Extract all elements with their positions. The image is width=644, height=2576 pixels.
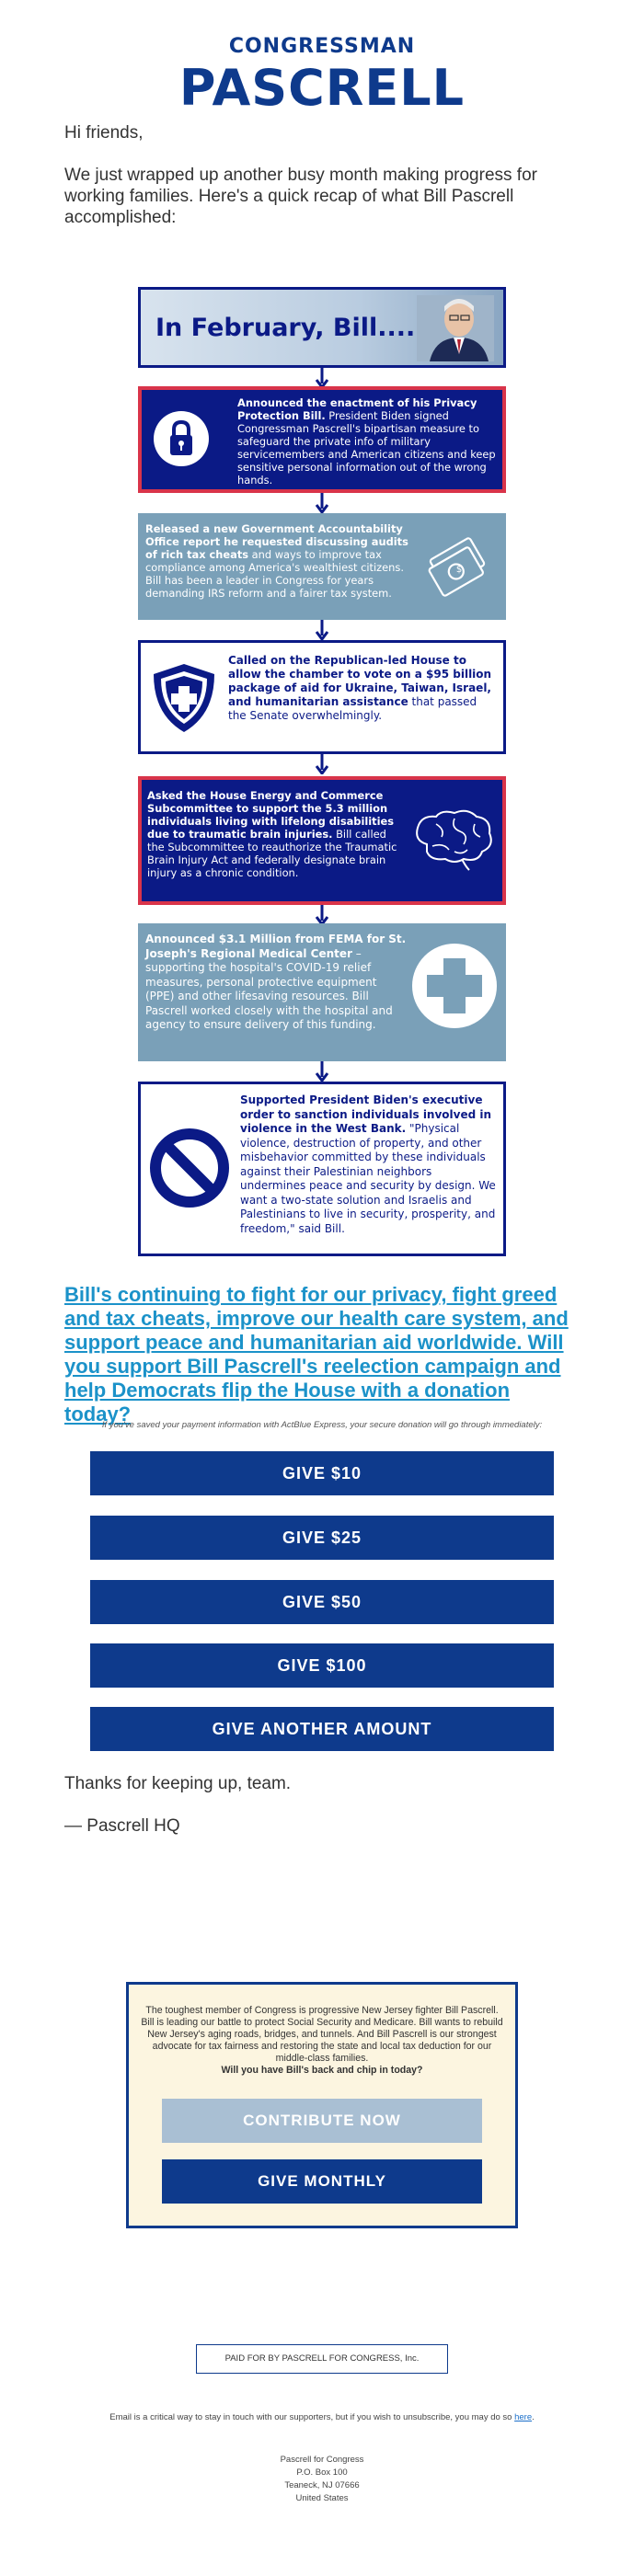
give-25-button[interactable]: GIVE $25 (90, 1516, 554, 1560)
panel-description: The toughest member of Congress is progressive New Jersey fighter Bill Pascrell. Bill is leading our battle to protect Social Security and Medicare. Bill wants to rebuild New Jersey's aging roads, bridges, and tunnels. And Bill Pascrell is our strongest advocate for tax fairness and restoring the state and local tax deduction for our middle-class families. (141, 2005, 503, 2064)
unsubscribe-link[interactable]: here (514, 2412, 533, 2422)
item-3-bold: Called on the Republican-led House to allow the chamber to vote on a $95 billion package of aid for Ukraine, Taiwan, Israel, and humanitarian assistance (228, 654, 492, 708)
intro-paragraph: We just wrapped up another busy month making progress for working families. Here's a quick recap of what Bill Pascrell accomplished: (64, 166, 537, 227)
infographic-title: In February, Bill.... (155, 314, 416, 342)
accomplishment-card-1 (138, 386, 506, 493)
item-2-text: and ways to improve tax compliance among America's wealthiest citizens. Bill has been a leader in Congress for years demanding IRS reform and a fairer tax system. (145, 548, 404, 600)
item-3-text: that passed the Senate overwhelmingly. (228, 695, 477, 722)
accomplishment-card-3 (138, 640, 506, 754)
give-monthly-button[interactable]: GIVE MONTHLY (162, 2159, 482, 2204)
address-line-1: Pascrell for Congress (280, 2455, 364, 2465)
mailing-address (0, 2454, 644, 2505)
accomplishment-card-5 (138, 923, 506, 1061)
arrow-down-icon (315, 620, 329, 640)
money-icon (420, 526, 499, 605)
paid-for-disclaimer: PAID FOR BY PASCRELL FOR CONGRESS, Inc. (196, 2344, 448, 2374)
greeting: Hi friends, (64, 123, 144, 143)
thanks-text: Thanks for keeping up, team. (64, 1774, 292, 1793)
donation-cta-link[interactable]: Bill's continuing to fight for our privacy, fight greed and tax cheats, improve our health care system, and support peace and humanitarian aid worldwide. Will you support Bill Pascrell's reelection campaign and help Democrats flip the House with a donation today? (64, 1283, 569, 1425)
item-1-text: President Biden signed Congressman Pascrell's bipartisan measure to safeguard the private info of military servicemembers and American citizens and keep sensitive personal information out of the wrong hands. (237, 409, 496, 487)
accomplishment-card-4 (138, 776, 506, 905)
contribute-now-button[interactable]: CONTRIBUTE NOW (162, 2099, 482, 2143)
item-5-bold: Announced $3.1 Million from FEMA for St. Joseph's Regional Medical Center (145, 933, 407, 960)
give-100-button[interactable]: GIVE $100 (90, 1643, 554, 1688)
address-line-2: P.O. Box 100 (296, 2467, 348, 2478)
prohibited-icon (150, 1128, 229, 1208)
portrait-photo (417, 295, 494, 361)
panel-question: Will you have Bill's back and chip in today? (221, 2065, 423, 2076)
brain-icon (408, 807, 497, 872)
arrow-down-icon (315, 493, 329, 513)
item-1-bold: Announced the enactment of his Privacy Protection Bill. (237, 396, 477, 422)
arrow-down-icon (315, 754, 329, 774)
give-another-amount-button[interactable]: GIVE ANOTHER AMOUNT (90, 1707, 554, 1751)
item-4-bold: Asked the House Energy and Commerce Subcommittee to support the 5.3 million individuals living with lifelong disabilities due to traumatic brain injuries. (147, 789, 395, 841)
medical-cross-icon (410, 942, 499, 1030)
item-6-text: "Physical violence, destruction of property, and other misbehavior committed by these individuals against their Palestinian neighbors undermines peace and security by design. We want a two-state solution and Israelis and Palestinians to live in security, prosperity, and freedom," said Bill. (240, 1122, 496, 1235)
give-50-button[interactable]: GIVE $50 (90, 1580, 554, 1624)
svg-text:$: $ (455, 565, 463, 575)
infographic-header (138, 287, 506, 368)
unsubscribe-message: Email is a critical way to stay in touch with our supporters, but if you wish to unsubscribe, you may do so (109, 2412, 515, 2422)
logo-main-text: PASCRELL (178, 59, 466, 117)
accomplishment-card-6 (138, 1082, 506, 1256)
item-5-text: – supporting the hospital's COVID-19 relief measures, personal protective equipment (PPE) and other lifesaving resources. Bill Pascrell worked closely with the hospital and agency to ensure delivery of this funding. (145, 946, 393, 1031)
item-4-text: Bill called the Subcommittee to reauthorize the Traumatic Brain Injury Act and federally designate brain injury as a chronic condition. (147, 828, 397, 879)
accomplishment-card-2 (138, 513, 506, 620)
item-6-bold: Supported President Biden's executive order to sanction individuals involved in violence in the West Bank. (240, 1093, 492, 1135)
arrow-down-icon (315, 368, 329, 388)
shield-cross-icon (150, 661, 218, 735)
signature: — Pascrell HQ (64, 1816, 180, 1836)
unsubscribe-end: . (532, 2412, 535, 2422)
address-line-3: Teaneck, NJ 07666 (284, 2480, 360, 2490)
arrow-down-icon (315, 905, 329, 925)
item-2-bold: Released a new Government Accountability Office report he requested discussing audits of rich tax cheats (145, 522, 408, 561)
give-10-button[interactable]: GIVE $10 (90, 1451, 554, 1495)
lock-icon (153, 410, 210, 467)
logo-top-text: CONGRESSMAN (228, 35, 416, 58)
unsubscribe-text (0, 2412, 644, 2422)
footer-donation-panel (126, 1982, 518, 2228)
actblue-note: If you've saved your payment information with ActBlue Express, your secure donation will go through immediately: (101, 1420, 543, 1430)
arrow-down-icon (315, 1061, 329, 1082)
address-line-4: United States (295, 2493, 349, 2503)
